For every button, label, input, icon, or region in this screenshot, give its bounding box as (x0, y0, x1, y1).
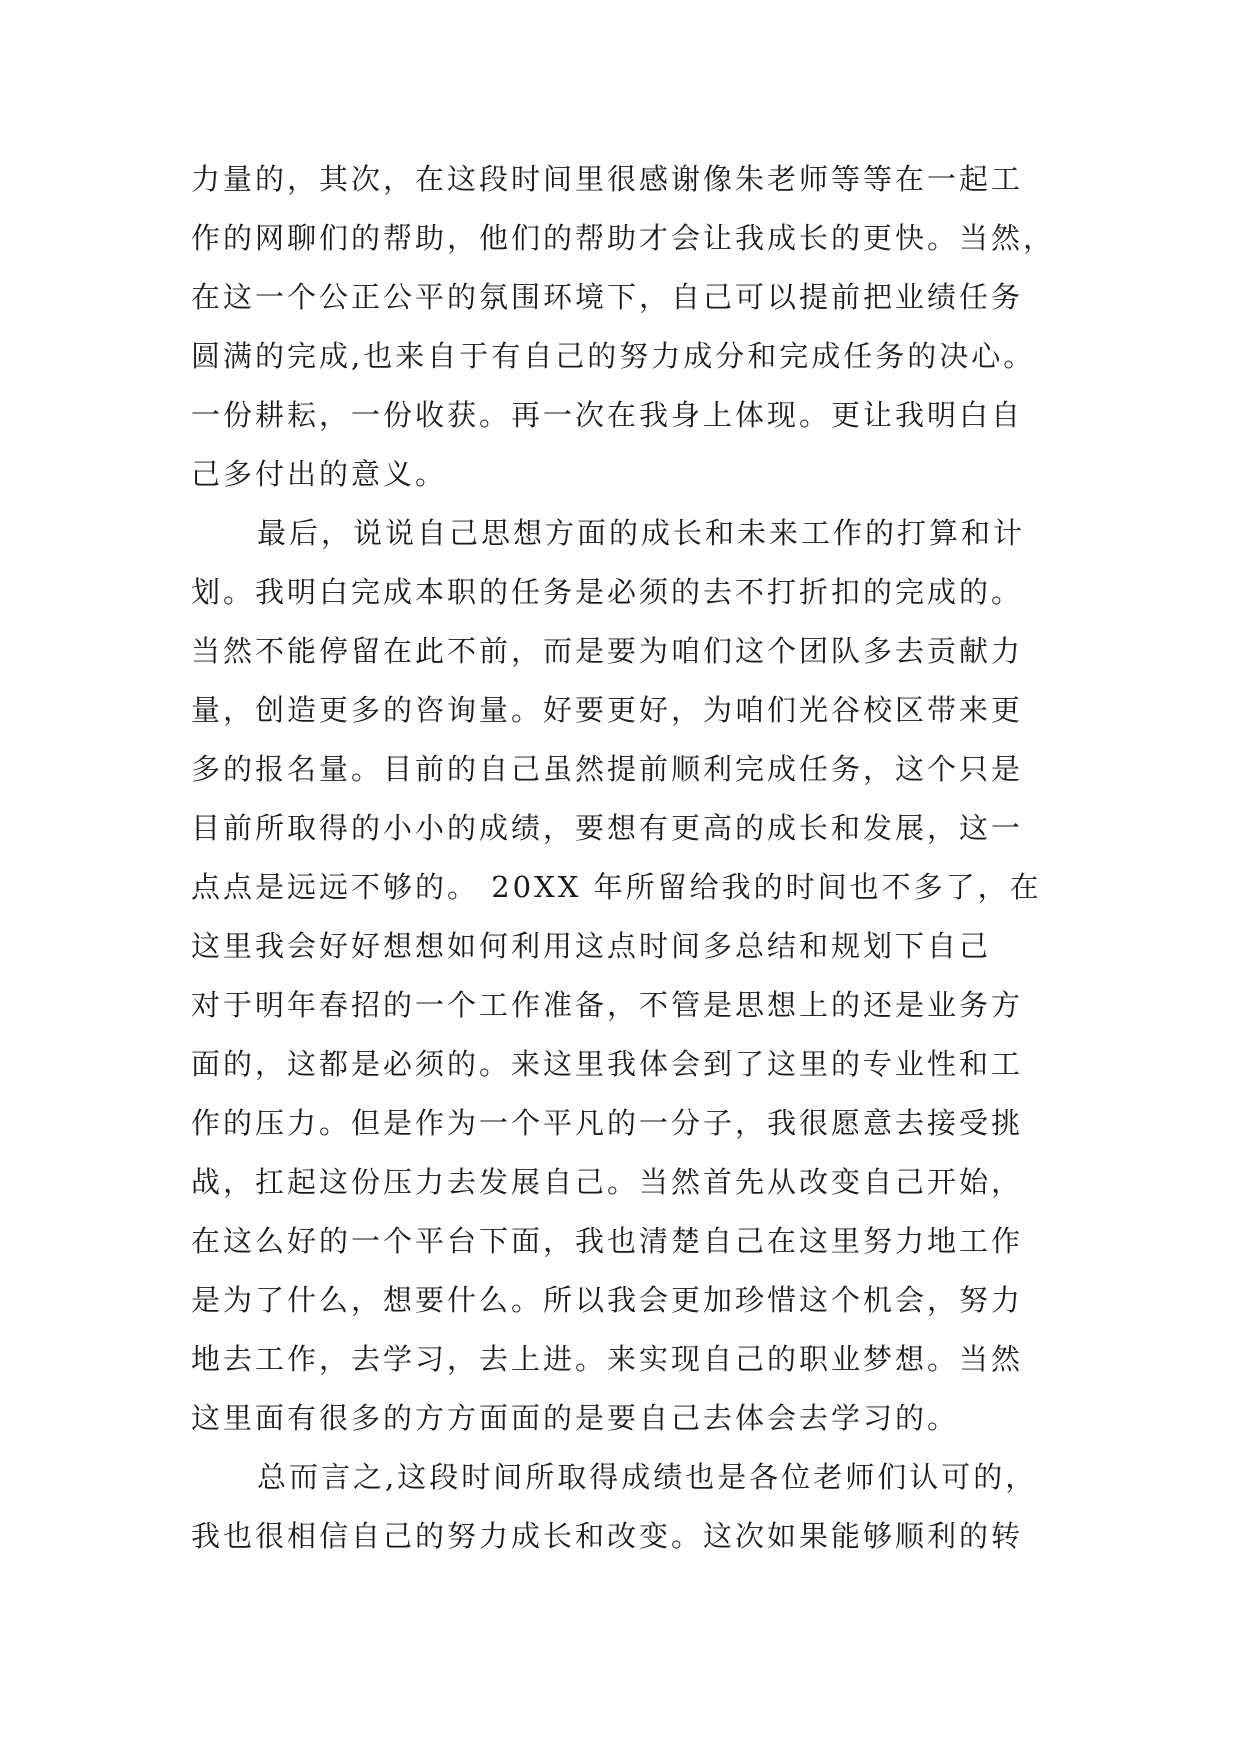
text-line: 是为了什么，想要什么。所以我会更加珍惜这个机会，努力 (191, 1283, 1024, 1317)
text-line: 划。我明白完成本职的任务是必须的去不打折扣的完成的。 (191, 575, 1024, 609)
text-line: 作的网聊们的帮助，他们的帮助才会让我成长的更快。当然， (191, 221, 1056, 255)
text-line: 力量的，其次，在这段时间里很感谢像朱老师等等在一起工 (191, 162, 1024, 196)
paragraph-first-line: 总而言之,这段时间所取得成绩也是各位老师们认可的， (257, 1460, 1038, 1494)
text-line: 目前所取得的小小的成绩，要想有更高的成长和发展，这一 (191, 811, 1024, 845)
text-line: 这里面有很多的方方面面的是要自己去体会去学习的。 (191, 1401, 960, 1435)
text-line: 当然不能停留在此不前，而是要为咱们这个团队多去贡献力 (191, 634, 1024, 668)
text-line: 一份耕耘，一份收获。再一次在我身上体现。更让我明白自 (191, 398, 1024, 432)
text-line: 己多付出的意义。 (191, 457, 448, 491)
text-line: 面的，这都是必须的。来这里我体会到了这里的专业性和工 (191, 1047, 1024, 1081)
text-line: 我也很相信自己的努力成长和改变。这次如果能够顺利的转 (191, 1519, 1024, 1553)
paragraph-first-line: 最后，说说自己思想方面的成长和未来工作的打算和计 (257, 516, 1026, 550)
text-line: 点点是远远不够的。 20XX 年所留给我的时间也不多了，在 (191, 870, 1042, 904)
text-line: 圆满的完成,也来自于有自己的努力成分和完成任务的决心。 (191, 339, 1036, 373)
text-line: 量，创造更多的咨询量。好要更好，为咱们光谷校区带来更 (191, 693, 1024, 727)
text-line: 对于明年春招的一个工作准备，不管是思想上的还是业务方 (191, 988, 1024, 1022)
text-line: 战，扛起这份压力去发展自己。当然首先从改变自己开始， (191, 1165, 1024, 1199)
document-body (191, 150, 1061, 1566)
text-line: 作的压力。但是作为一个平凡的一分子，我很愿意去接受挑 (191, 1106, 1024, 1140)
text-line: 在这么好的一个平台下面，我也清楚自己在这里努力地工作 (191, 1224, 1024, 1258)
text-line: 这里我会好好想想如何利用这点时间多总结和规划下自己 (191, 929, 992, 963)
text-line: 地去工作，去学习，去上进。来实现自己的职业梦想。当然 (191, 1342, 1024, 1376)
text-line: 在这一个公正公平的氛围环境下，自己可以提前把业绩任务 (191, 280, 1024, 314)
text-line: 多的报名量。目前的自己虽然提前顺利完成任务，这个只是 (191, 752, 1024, 786)
